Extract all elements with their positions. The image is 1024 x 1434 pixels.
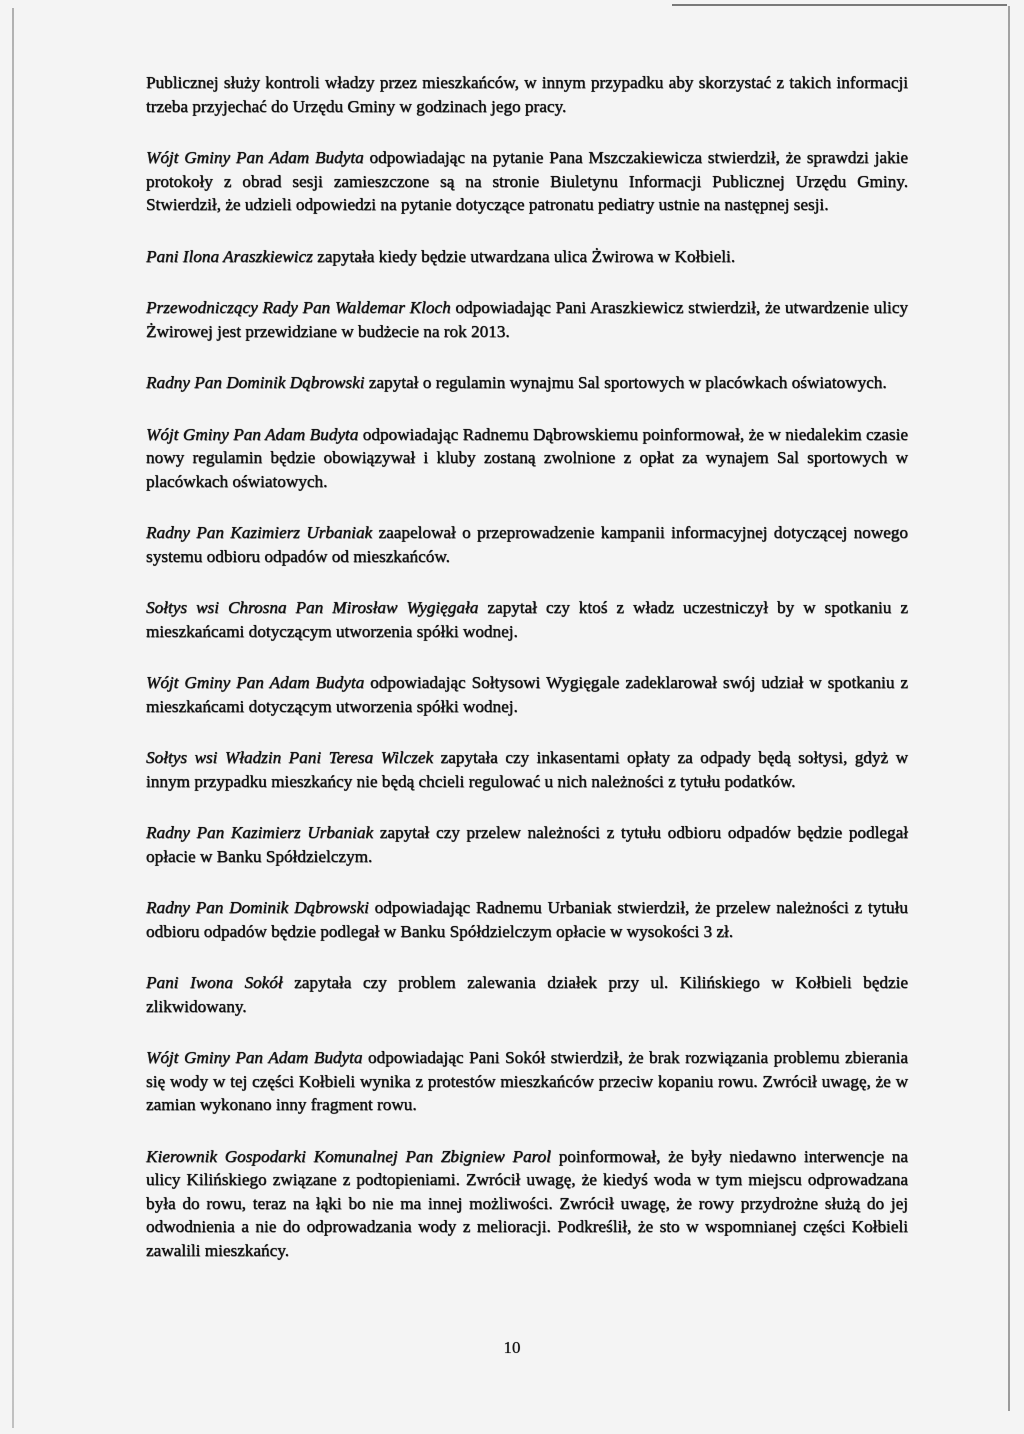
paragraph-text: odpowiadając Pani Sokół stwierdził, że brak rozwiązania problemu zbierania się wody w tej części Kołbieli wynika z protestów mieszkańców przeciw kopaniu rowu. Zwrócił uwagę, że w zamian wykonano inny fragment rowu. bbox=[146, 1048, 908, 1114]
speaker-name: Radny Pan Kazimierz Urbaniak bbox=[146, 523, 373, 542]
speaker-name: Przewodniczący Rady Pan Waldemar Kloch bbox=[146, 298, 451, 317]
speaker-name: Wójt Gminy Pan Adam Budyta bbox=[146, 673, 365, 692]
speaker-name: Sołtys wsi Władzin Pani Teresa Wilczek bbox=[146, 748, 434, 767]
paragraph bbox=[146, 746, 908, 793]
speaker-name: Radny Pan Dominik Dąbrowski bbox=[146, 373, 365, 392]
paragraph-text: odpowiadając na pytanie Pana Mszczakiewicza stwierdził, że sprawdzi jakie protokoły z obrad sesji zamieszczone są na stronie Biuletynu Informacji Publicznej Urzędu Gminy. Stwierdził, że udzieli odpowiedzi na pytanie dotyczące patronatu pediatry ustnie na następnej sesji. bbox=[146, 148, 908, 214]
paragraph-text: odpowiadając Sołtysowi Wygięgale zadeklarował swój udział w spotkaniu z mieszkańcami dotyczącym utworzenia spółki wodnej. bbox=[146, 673, 908, 716]
paragraph bbox=[146, 671, 908, 718]
speaker-name: Pani Ilona Araszkiewicz bbox=[146, 246, 313, 266]
paragraph-text: zapytała kiedy będzie utwardzana ulica Żwirowa w Kołbieli. bbox=[312, 246, 736, 266]
paragraph bbox=[146, 971, 908, 1018]
page-number: 10 bbox=[503, 1338, 521, 1357]
document-body bbox=[146, 71, 908, 1290]
paragraph bbox=[146, 371, 908, 395]
speaker-name: Wójt Gminy Pan Adam Budyta bbox=[146, 424, 359, 444]
speaker-name: Pani Iwona Sokół bbox=[146, 973, 283, 992]
speaker-name: Kierownik Gospodarki Komunalnej Pan Zbigniew Parol bbox=[146, 1146, 551, 1166]
paragraph bbox=[146, 296, 908, 343]
paragraph bbox=[146, 521, 908, 568]
paragraph bbox=[146, 896, 908, 943]
paragraph bbox=[146, 1145, 908, 1263]
speaker-name: Radny Pan Dominik Dąbrowski bbox=[146, 898, 369, 917]
paragraph-text: odpowiadając Pani Araszkiewicz stwierdził, że utwardzenie ulicy Żwirowej jest przewidziane w budżecie na rok 2013. bbox=[146, 298, 908, 341]
paragraph-text: zaapelował o przeprowadzenie kampanii informacyjnej dotyczącej nowego systemu odbioru odpadów od mieszkańców. bbox=[146, 523, 908, 566]
paragraph bbox=[146, 146, 908, 217]
scan-edge-top bbox=[672, 4, 1007, 6]
paragraph-text: poinformował, że były niedawno interwencje na ulicy Kilińskiego związane z podtopieniami. Zwrócił uwagę, że kiedyś woda w tym miejscu odprowadzana była do rowu, teraz na łąki bo nie ma innej możliwości. Zwrócił uwagę, że rowy przydrożne służą do jej odwodnienia a nie do odprowadzania wody z melioracji. Podkreślił, że sto w wspomnianej części Kołbieli zawalili mieszkańcy. bbox=[146, 1146, 908, 1260]
paragraph-text: zapytał czy ktoś z władz uczestniczył by w spotkaniu z mieszkańcami dotyczącym utworzenia spółki wodnej. bbox=[146, 598, 908, 641]
speaker-name: Radny Pan Kazimierz Urbaniak bbox=[146, 823, 374, 842]
paragraph bbox=[146, 423, 908, 494]
speaker-name: Sołtys wsi Chrosna Pan Mirosław Wygięgała bbox=[146, 598, 479, 617]
paragraph bbox=[146, 1046, 908, 1117]
paragraph bbox=[146, 245, 908, 269]
paragraph-text: zapytał o regulamin wynajmu Sal sportowych w placówkach oświatowych. bbox=[364, 373, 887, 392]
paragraph-text: zapytała czy problem zalewania działek przy ul. Kilińskiego w Kołbieli będzie zlikwidowany. bbox=[146, 973, 908, 1016]
paragraph-text: odpowiadając Radnemu Dąbrowskiemu poinformował, że w niedalekim czasie nowy regulamin będzie obowiązywał i kluby zostaną zwolnione z opłat za wynajem Sal sportowych w placówkach oświatowych. bbox=[146, 424, 908, 491]
speaker-name: Wójt Gminy Pan Adam Budyta bbox=[146, 148, 364, 167]
paragraph-text: zapytała czy inkasentami opłaty za odpady będą sołtysi, gdyż w innym przypadku mieszkańcy nie będą chcieli regulować u nich należności z tytułu podatków. bbox=[146, 748, 908, 791]
paragraph bbox=[146, 596, 908, 643]
paragraph-text: odpowiadając Radnemu Urbaniak stwierdził, że przelew należności z tytułu odbioru odpadów będzie podlegał w Banku Spółdzielczym opłacie w wysokości 3 zł. bbox=[146, 898, 908, 941]
paragraph bbox=[146, 821, 908, 868]
speaker-name: Wójt Gminy Pan Adam Budyta bbox=[146, 1048, 363, 1067]
paragraph bbox=[146, 71, 908, 118]
paragraph-text: zapytał czy przelew należności z tytułu odbioru odpadów będzie podlegał opłacie w Banku Spółdzielczym. bbox=[146, 823, 908, 866]
scan-edge-left bbox=[12, 8, 14, 1428]
scan-edge-right bbox=[1008, 6, 1010, 1411]
paragraph-text: Publicznej służy kontroli władzy przez mieszkańców, w innym przypadku aby skorzystać z takich informacji trzeba przyjechać do Urzędu Gminy w godzinach jego pracy. bbox=[146, 73, 908, 116]
